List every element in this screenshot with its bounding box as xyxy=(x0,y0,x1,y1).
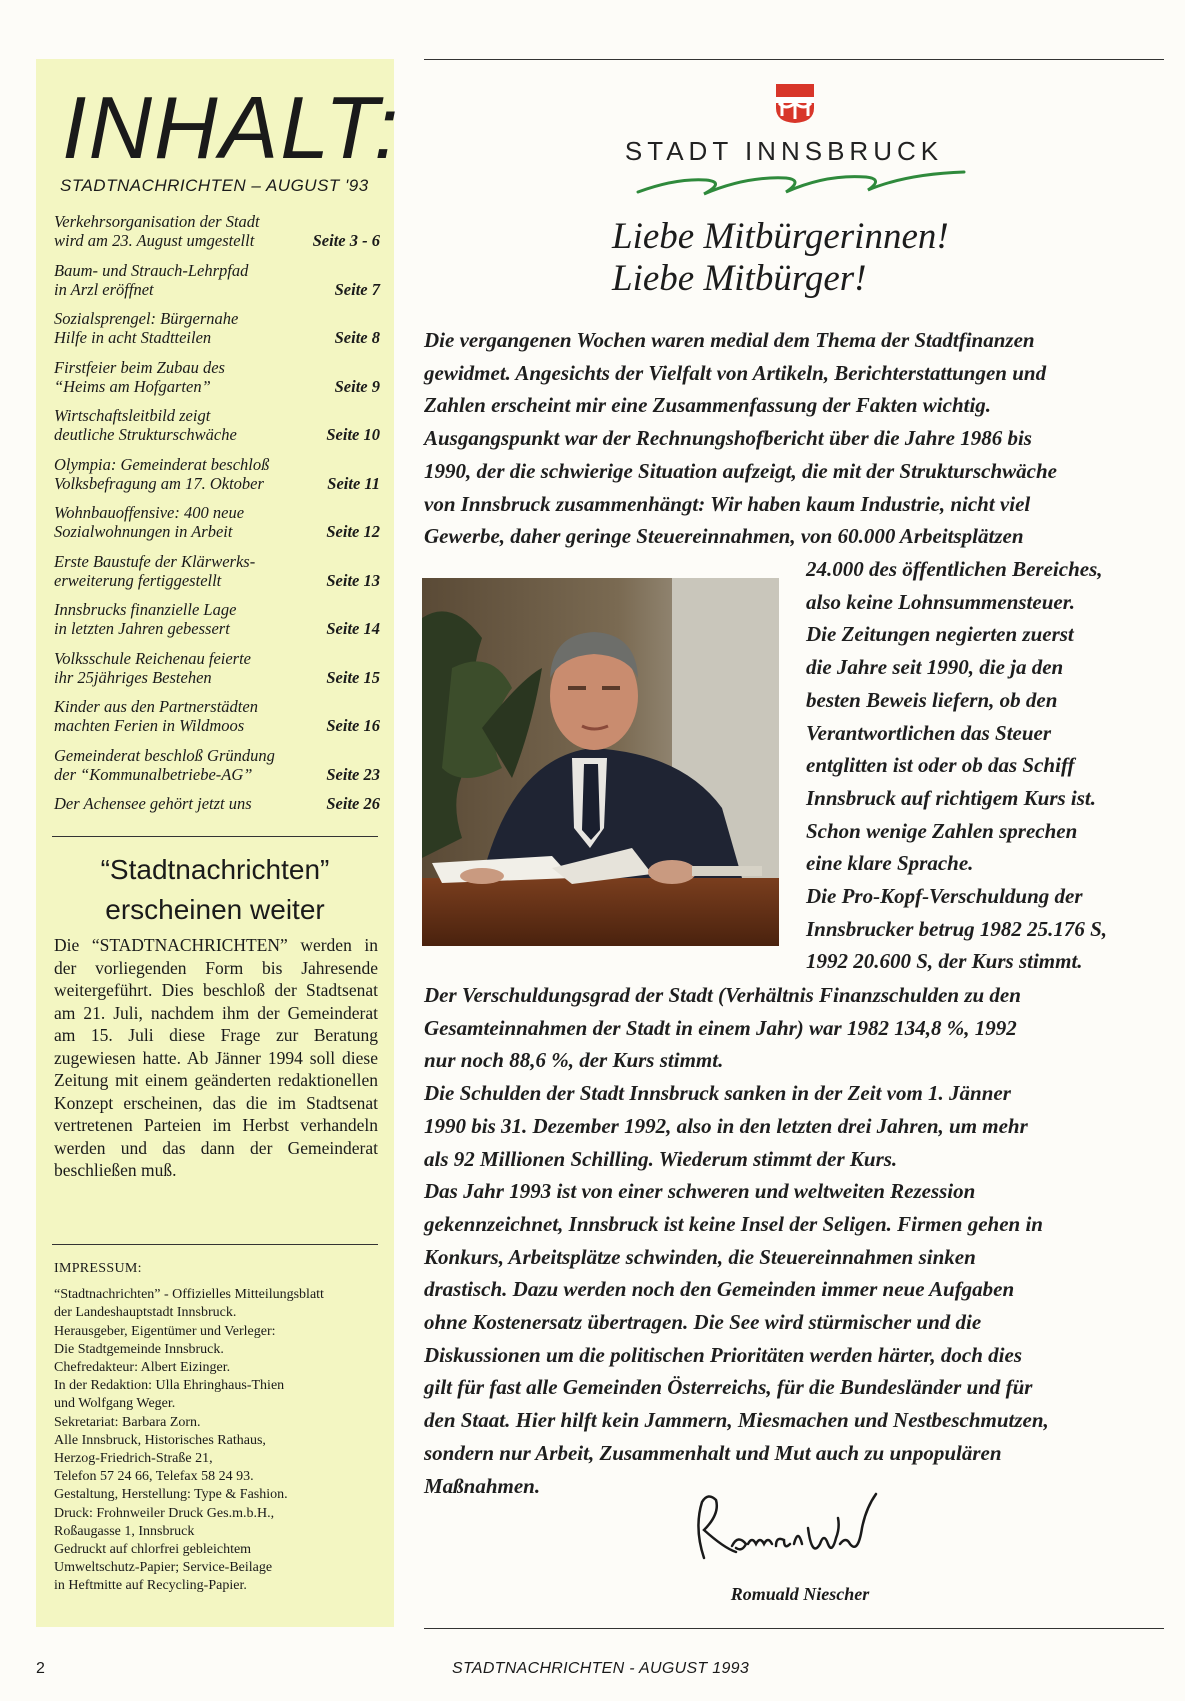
letter-line: sondern nur Arbeit, Zusammenhalt und Mut auch zu unpopulären xyxy=(424,1440,1002,1465)
toc-page-number: Seite 12 xyxy=(326,522,380,541)
impressum-line: Umweltschutz-Papier; Service-Beilage xyxy=(54,1560,273,1576)
notice-heading-line-1: “Stadtnachrichten” xyxy=(100,854,330,885)
letter-line: Die Schulden der Stadt Innsbruck sanken in der Zeit vom 1. Jänner xyxy=(424,1081,1011,1106)
impressum-line: Herausgeber, Eigentümer und Verleger: xyxy=(54,1323,276,1339)
letter-line: Die Pro-Kopf-Verschuldung der xyxy=(806,884,1083,909)
page-number: 2 xyxy=(36,1660,45,1677)
toc-item-text: Hilfe in acht Stadtteilen xyxy=(54,328,212,347)
toc-page-number: Seite 26 xyxy=(326,794,380,813)
top-rule xyxy=(424,59,1164,60)
letter-line: Gewerbe, daher geringe Steuereinnahmen, von 60.000 Arbeitsplätzen xyxy=(424,524,1024,549)
toc-item-text: Volksschule Reichenau feierte xyxy=(54,648,252,668)
impressum xyxy=(54,1260,384,1596)
contents-title: INHALT: xyxy=(62,78,401,177)
letter-line: 24.000 des öffentlichen Bereiches, xyxy=(806,557,1103,581)
toc-page-number: Seite 11 xyxy=(327,473,380,493)
impressum-line: Druck: Frohnweiler Druck Ges.m.b.H., xyxy=(54,1505,275,1521)
letter-line: 1990 bis 31. Dezember 1992, also in den letzten drei Jahren, um mehr xyxy=(424,1113,1028,1138)
toc-item-text: in Arzl eröffnet xyxy=(54,279,154,299)
letter-line: eine klare Sprache. xyxy=(806,851,974,876)
letter-line: entglitten ist oder ob das Schiff xyxy=(806,753,1075,778)
city-coat-of-arms-icon xyxy=(774,82,816,124)
toc-page-number: Seite 14 xyxy=(326,619,380,638)
toc-item-text: “Heims am Hofgarten” xyxy=(54,376,211,396)
toc-item-text: Erste Baustufe der Klärwerks- xyxy=(54,551,256,571)
toc-item-text: Gemeinderat beschloß Gründung xyxy=(54,745,275,765)
letter-line: 1990, der die schwierige Situation aufzeigt, die mit der Strukturschwäche xyxy=(424,458,1057,483)
toc-item xyxy=(54,697,380,735)
toc-item-text: Volksbefragung am 17. Oktober xyxy=(54,473,264,493)
letter-line: 1992 20.600 S, der Kurs stimmt. xyxy=(806,949,1083,974)
letter-line: ohne Kostenersatz übertragen. Die See wird stürmischer und die xyxy=(424,1310,982,1335)
letter-line: Die Zeitungen negierten zuerst xyxy=(806,622,1074,647)
toc-item xyxy=(54,503,380,541)
impressum-line: Gestaltung, Herstellung: Type & Fashion. xyxy=(54,1487,288,1503)
letter-line: Maßnahmen. xyxy=(424,1473,541,1498)
toc-item-text: ihr 25jähriges Bestehen xyxy=(54,667,212,687)
impressum-line: Chefredakteur: Albert Eizinger. xyxy=(54,1360,231,1376)
toc-item xyxy=(54,406,380,444)
toc-item-text: Sozialsprengel: Bürgernahe xyxy=(54,309,239,328)
impressum-line: in Heftmitte auf Recycling-Papier. xyxy=(54,1578,247,1594)
toc-item-text: in letzten Jahren gebessert xyxy=(54,619,230,638)
impressum-line: Roßaugasse 1, Innsbruck xyxy=(54,1523,195,1539)
toc-item-text: Der Achensee gehört jetzt uns xyxy=(54,794,252,813)
letter-line: von Innsbruck zusammenhängt: Wir haben kaum Industrie, nicht viel xyxy=(424,491,1031,516)
notice-body: Die “STADTNACHRICHTEN” werden in der vorliegenden Form bis Jahresende weitergeführt. Dies beschloß der Stadtsenat am 21. Juli, nachdem ihm der Gemeinderat am 15. Juli diese Frage zur Beratung zugewiesen hatte. Ab Jänner 1994 soll diese Zeitung mit einem geänderten redaktionellen Konzept erscheinen, das die im Stadtsenat vertretenen Parteien im Herbst verhandeln werden und das dann der Gemeinderat beschließen muß. xyxy=(54,935,378,1180)
toc-item-text: Baum- und Strauch-Lehrpfad xyxy=(54,260,249,280)
divider xyxy=(52,836,378,837)
impressum-line: “Stadtnachrichten” - Offizielles Mitteilungsblatt xyxy=(54,1287,324,1303)
toc-item-text: Olympia: Gemeinderat beschloß xyxy=(54,454,270,474)
toc-item xyxy=(54,455,380,493)
toc-item-text: Innsbrucks finanzielle Lage xyxy=(54,600,237,619)
impressum-line: und Wolfgang Weger. xyxy=(54,1396,176,1412)
footer-title: STADTNACHRICHTEN - AUGUST 1993 xyxy=(452,1660,750,1677)
letter-paragraph-bottom xyxy=(424,979,1164,1502)
letter-line: gilt für fast alle Gemeinden Österreichs, für die Bundesländer und für xyxy=(424,1375,1033,1400)
impressum-line: Alle Innsbruck, Historisches Rathaus, xyxy=(54,1432,266,1448)
letter-line: die Jahre seit 1990, die ja den xyxy=(806,655,1064,680)
toc-page-number: Seite 13 xyxy=(326,570,380,590)
toc-item xyxy=(54,212,380,250)
toc-item-text: Sozialwohnungen in Arbeit xyxy=(54,522,233,541)
letter-line: Konkurs, Arbeitsplätze schwinden, die Steuereinnahmen sinken xyxy=(424,1244,976,1269)
letter-line: gekennzeichnet, Innsbruck ist keine Insel der Seligen. Firmen gehen in xyxy=(424,1211,1043,1236)
notice-heading-line-2: erscheinen weiter xyxy=(105,894,325,925)
toc-item xyxy=(54,552,380,590)
impressum-title: IMPRESSUM: xyxy=(54,1261,142,1276)
letter-line: besten Beweis liefern, ob den xyxy=(806,687,1058,712)
letter-line: Das Jahr 1993 ist von einer schweren und weltweiten Rezession xyxy=(424,1179,976,1204)
impressum-line: der Landeshauptstadt Innsbruck. xyxy=(54,1305,237,1321)
letter-line: nur noch 88,6 %, der Kurs stimmt. xyxy=(424,1048,724,1073)
toc-item-text: Firstfeier beim Zubau des xyxy=(54,357,225,377)
toc-item xyxy=(54,649,380,687)
toc-item-text: erweiterung fertiggestellt xyxy=(54,570,222,590)
toc-item-text: Verkehrsorganisation der Stadt xyxy=(54,212,260,231)
letter-line: Schon wenige Zahlen sprechen xyxy=(806,818,1078,843)
letter-line: als 92 Millionen Schilling. Wiederum stimmt der Kurs. xyxy=(424,1146,898,1171)
toc-item xyxy=(54,309,380,347)
impressum-lines xyxy=(54,1286,384,1595)
letter-greeting xyxy=(612,216,949,300)
toc-page-number: Seite 23 xyxy=(326,764,380,784)
toc-item-text: der “Kommunalbetriebe-AG” xyxy=(54,764,253,784)
bottom-rule xyxy=(424,1628,1164,1629)
toc-item xyxy=(54,358,380,396)
letter-line: Innsbrucker betrug 1982 25.176 S, xyxy=(806,916,1108,941)
mayor-portrait-photo xyxy=(422,578,779,946)
contents-subtitle: STADTNACHRICHTEN – AUGUST '93 xyxy=(60,176,369,195)
toc-item-text: deutliche Strukturschwäche xyxy=(54,425,237,444)
signer-name: Romuald Niescher xyxy=(730,1584,870,1604)
toc-page-number: Seite 10 xyxy=(326,425,380,444)
letter-line: Zahlen erscheint mir eine Zusammenfassung der Fakten wichtig. xyxy=(424,393,992,418)
toc-item xyxy=(54,794,380,813)
greeting-line-1: Liebe Mitbürgerinnen! xyxy=(612,216,949,257)
letter-line: also keine Lohnsummensteuer. xyxy=(806,589,1075,614)
toc-item-text: Kinder aus den Partnerstädten xyxy=(54,697,258,716)
toc-page-number: Seite 15 xyxy=(326,667,380,687)
toc-item-text: machten Ferien in Wildmoos xyxy=(54,716,245,735)
table-of-contents xyxy=(54,212,380,824)
impressum-line: Gedruckt auf chlorfrei gebleichtem xyxy=(54,1542,252,1558)
divider xyxy=(52,1244,378,1245)
signature-mark xyxy=(690,1488,890,1568)
greeting-line-2: Liebe Mitbürger! xyxy=(612,258,867,299)
impressum-line: Die Stadtgemeinde Innsbruck. xyxy=(54,1341,224,1357)
letter-line: Innsbruck auf richtigem Kurs ist. xyxy=(806,785,1097,810)
letter-paragraph-beside-photo xyxy=(806,553,1166,978)
letter-line: Die vergangenen Wochen waren medial dem Thema der Stadtfinanzen xyxy=(424,328,1035,352)
toc-item-text: wird am 23. August umgestellt xyxy=(54,231,255,250)
toc-item-text: Wohnbauoffensive: 400 neue xyxy=(54,503,245,522)
toc-item-text: Wirtschaftsleitbild zeigt xyxy=(54,406,211,425)
letter-line: Der Verschuldungsgrad der Stadt (Verhältnis Finanzschulden zu den xyxy=(424,983,1021,1007)
toc-page-number: Seite 3 - 6 xyxy=(312,231,380,250)
letter-line: den Staat. Hier hilft kein Jammern, Miesmachen und Nestbeschmutzen, xyxy=(424,1408,1049,1433)
letter-line: drastisch. Dazu werden noch den Gemeinden immer neue Aufgaben xyxy=(424,1277,1015,1302)
letter-line: Verantwortlichen das Steuer xyxy=(806,720,1052,745)
letter-paragraph-top xyxy=(424,324,1164,553)
impressum-line: Sekretariat: Barbara Zorn. xyxy=(54,1414,201,1430)
toc-item xyxy=(54,746,380,784)
toc-item xyxy=(54,600,380,638)
toc-page-number: Seite 8 xyxy=(334,328,380,347)
impressum-line: Telefon 57 24 66, Telefax 58 24 93. xyxy=(54,1469,254,1485)
city-name: STADT INNSBRUCK xyxy=(624,136,944,166)
toc-page-number: Seite 9 xyxy=(334,376,380,396)
impressum-line: Herzog-Friedrich-Straße 21, xyxy=(54,1451,213,1467)
toc-item xyxy=(54,261,380,299)
letter-line: Gesamteinnahmen der Stadt in einem Jahr) war 1982 134,8 %, 1992 xyxy=(424,1015,1017,1040)
notice-heading xyxy=(40,850,390,930)
river-swoosh-icon xyxy=(636,168,966,202)
impressum-line: In der Redaktion: Ulla Ehringhaus-Thien xyxy=(54,1378,285,1394)
letter-line: gewidmet. Angesichts der Vielfalt von Artikeln, Berichterstattungen und xyxy=(424,360,1047,385)
letter-line: Ausgangspunkt war der Rechnungshofbericht über die Jahre 1986 bis xyxy=(424,426,1032,451)
toc-page-number: Seite 7 xyxy=(334,279,380,299)
letter-line: Diskussionen um die politischen Prioritäten werden härter, doch dies xyxy=(424,1342,1022,1367)
toc-page-number: Seite 16 xyxy=(326,716,380,735)
